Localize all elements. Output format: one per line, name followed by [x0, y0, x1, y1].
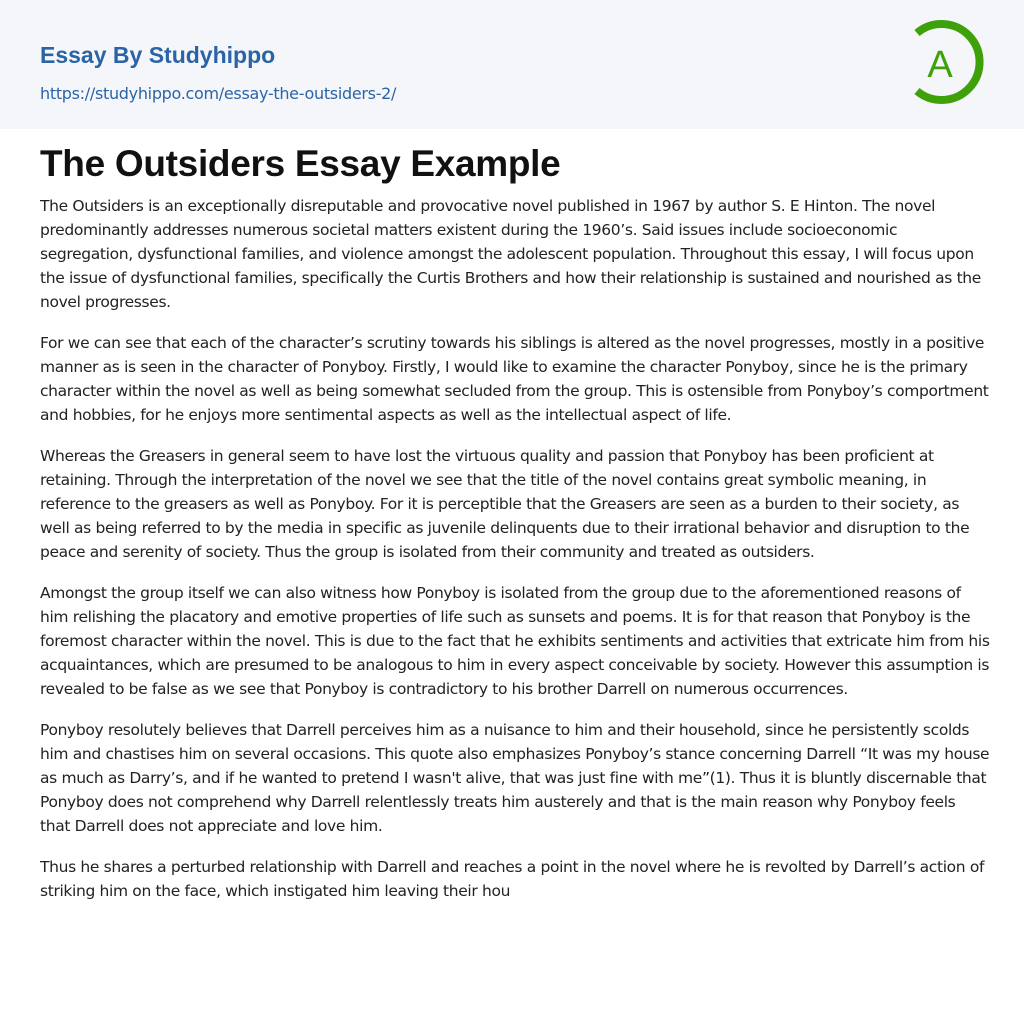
- essay-paragraph: Whereas the Greasers in general seem to have lost the virtuous quality and passion that Ponyboy has been proficient at retaining. Through the interpretation of the novel we see that the title of the novel contains great symbolic meaning, in reference to the greasers as well as Ponyboy. For it is perceptible that the Greasers are seen as a burden to their society, as well as being referred to by the media in specific as juvenile delinquents due to their irrational behavior and disruption to the peace and serenity of society. Thus the group is isolated from their community and treated as outsiders.: [40, 447, 970, 561]
- essay-title: The Outsiders Essay Example: [40, 143, 561, 184]
- logo-letter: A: [927, 44, 953, 86]
- site-title[interactable]: Essay By Studyhippo: [40, 42, 276, 68]
- site-header: [0, 0, 1024, 129]
- essay-paragraph: For we can see that each of the character’s scrutiny towards his siblings is altered as the novel progresses, mostly in a positive manner as is seen in the character of Ponyboy. Firstly, I would like to examine the character Ponyboy, since he is the primary character within the novel as well as being somewhat secluded from the group. This is ostensible from Ponyboy’s comportment and hobbies, for he enjoys more sentimental aspects as well as the intellectual aspect of life.: [40, 334, 989, 424]
- essay-url-link[interactable]: https://studyhippo.com/essay-the-outsiders-2/: [40, 84, 397, 103]
- essay-paragraph: Ponyboy resolutely believes that Darrell perceives him as a nuisance to him and their household, since he persistently scolds him and chastises him on several occasions. This quote also emphasizes Ponyboy’s stance concerning Darrell “It was my house as much as Darry’s, and if he wanted to pretend I wasn't alive, that was just fine with me”(1). Thus it is bluntly discernable that Ponyboy does not comprehend why Darrell relentlessly treats him austerely and that is the main reason why Ponyboy feels that Darrell does not appreciate and love him.: [40, 721, 990, 835]
- essay-paragraph: The Outsiders is an exceptionally disreputable and provocative novel published in 1967 by author S. E Hinton. The novel predominantly addresses numerous societal matters existent during the 1960’s. Said issues include socioeconomic segregation, dysfunctional families, and violence amongst the adolescent population. Throughout this essay, I will focus upon the issue of dysfunctional families, specifically the Curtis Brothers and how their relationship is sustained and nourished as the novel progresses.: [40, 197, 981, 311]
- logo-ring-icon: [903, 18, 987, 106]
- essay-paragraph: Thus he shares a perturbed relationship with Darrell and reaches a point in the novel where he is revolted by Darrell’s action of striking him on the face, which instigated him leaving their hou: [40, 858, 985, 900]
- essay-paragraph: Amongst the group itself we can also witness how Ponyboy is isolated from the group due to the aforementioned reasons of him relishing the placatory and emotive properties of life such as sunsets and poems. It is for that reason that Ponyboy is the foremost character within the novel. This is due to the fact that he exhibits sentiments and activities that extricate him from his acquaintances, which are presumed to be analogous to him in every aspect conceivable by society. However this assumption is revealed to be false as we see that Ponyboy is contradictory to his brother Darrell on numerous occurrences.: [40, 584, 990, 698]
- studyhippo-logo[interactable]: [903, 18, 987, 106]
- essay-body: [40, 194, 990, 920]
